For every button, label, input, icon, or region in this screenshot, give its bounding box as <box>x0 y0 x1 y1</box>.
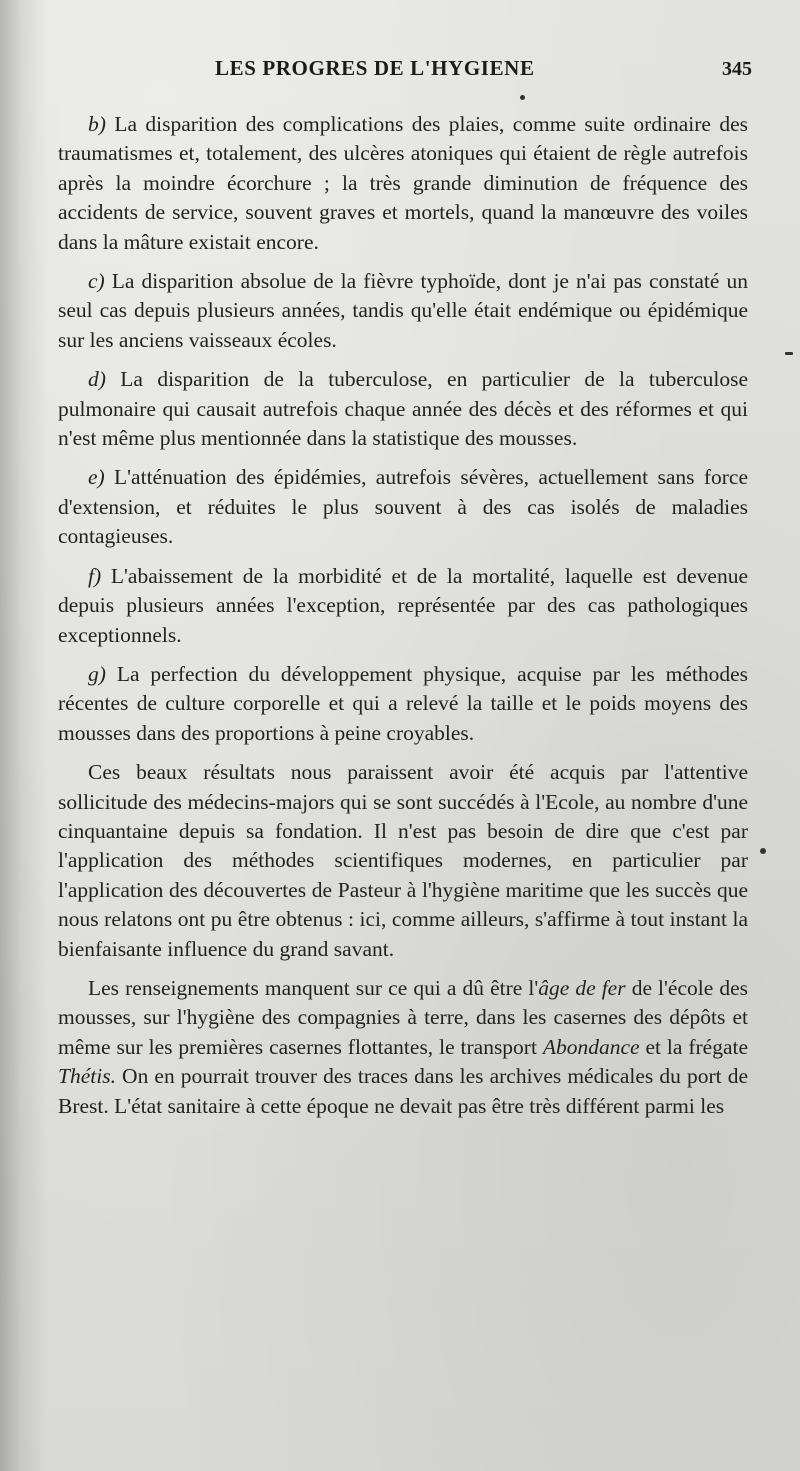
body-text <box>58 110 748 1131</box>
text-run: de l'école des mousses, sur l'hygiène des compagnies à terre, dans les casernes des dépôts et même sur les premières casernes flottantes, le transport <box>58 975 748 1059</box>
paragraph-text: La disparition absolue de la fièvre typhoïde, dont je n'ai pas constaté un seul cas depuis plusieurs années, tandis qu'elle était endémique ou épidémique sur les anciens vaisseaux écoles. <box>58 269 748 352</box>
italic-run: âge de fer <box>538 975 626 1000</box>
paragraph-text: L'abaissement de la morbidité et de la mortalité, laquelle est devenue depuis plusieurs années l'exception, représentée par des cas pathologiques exceptionnels. <box>58 563 749 647</box>
item-label: g) <box>88 661 106 686</box>
paragraph-renseignements <box>58 974 748 1121</box>
paragraph-d <box>58 365 748 453</box>
ink-speck <box>520 95 525 100</box>
ink-speck <box>760 848 766 854</box>
item-label: e) <box>88 465 105 490</box>
paragraph-text: L'atténuation des épidémies, autrefois sévères, actuellement sans force d'extension, et réduites le plus souvent à des cas isolés de maladies contagieuses. <box>58 465 749 549</box>
paragraph-f <box>58 562 748 650</box>
paragraph-g <box>58 660 748 748</box>
italic-run: Thétis. <box>58 1064 116 1089</box>
paragraph-text: La perfection du développement physique, acquise par les méthodes récentes de culture corporelle et qui a relevé la taille et le poids moyens des mousses dans des proportions à peine croyables. <box>58 661 749 745</box>
text-run: Les renseignements manquent sur ce qui a dû être l' <box>88 975 539 1000</box>
text-run: et la frégate <box>639 1034 749 1059</box>
page-number: 345 <box>722 58 752 80</box>
item-label: b) <box>88 112 106 136</box>
paragraph-results <box>58 758 748 964</box>
paragraph-e <box>58 463 748 551</box>
paragraph-c <box>58 267 748 355</box>
paragraph-text: La disparition de la tuberculose, en particulier de la tuberculose pulmonaire qui causait autrefois chaque année des décès et des réformes et qui n'est même plus mentionnée dans la statistique des mousses. <box>58 367 749 451</box>
italic-run: Abondance <box>542 1034 640 1059</box>
page-header <box>0 56 800 88</box>
page-gutter-shadow <box>0 0 48 1471</box>
paragraph-b <box>58 110 748 257</box>
item-label: d) <box>88 367 106 392</box>
ink-speck <box>785 352 793 355</box>
paragraph-text: Ces beaux résultats nous paraissent avoir été acquis par l'attentive sollicitude des médecins-majors qui se sont succédés à l'Ecole, au nombre d'une cinquantaine depuis sa fondation. Il n'est pas besoin de dire que c'est par l'application des méthodes scientifiques modernes, en particulier par l'application des découvertes de Pasteur à l'hygiène maritime que les succès que nous relatons ont pu être obtenus : ici, comme ailleurs, s'affirme à tout instant la bienfaisante influence du grand savant. <box>58 760 748 961</box>
paragraph-text: La disparition des complications des plaies, comme suite ordinaire des traumatismes et, totalement, des ulcères atoniques qui étaient de règle autrefois après la moindre écorchure ; la très grande diminution de fréquence des accidents de service, souvent graves et mortels, quand la manœuvre des voiles dans la mâture existait encore. <box>58 112 749 254</box>
item-label: f) <box>88 563 102 588</box>
text-run: On en pourrait trouver des traces dans les archives médicales du port de Brest. L'état sanitaire à cette époque ne devait pas être très différent parmi les <box>58 1064 748 1118</box>
item-label: c) <box>88 269 105 294</box>
running-title: LES PROGRES DE L'HYGIENE <box>215 56 535 80</box>
